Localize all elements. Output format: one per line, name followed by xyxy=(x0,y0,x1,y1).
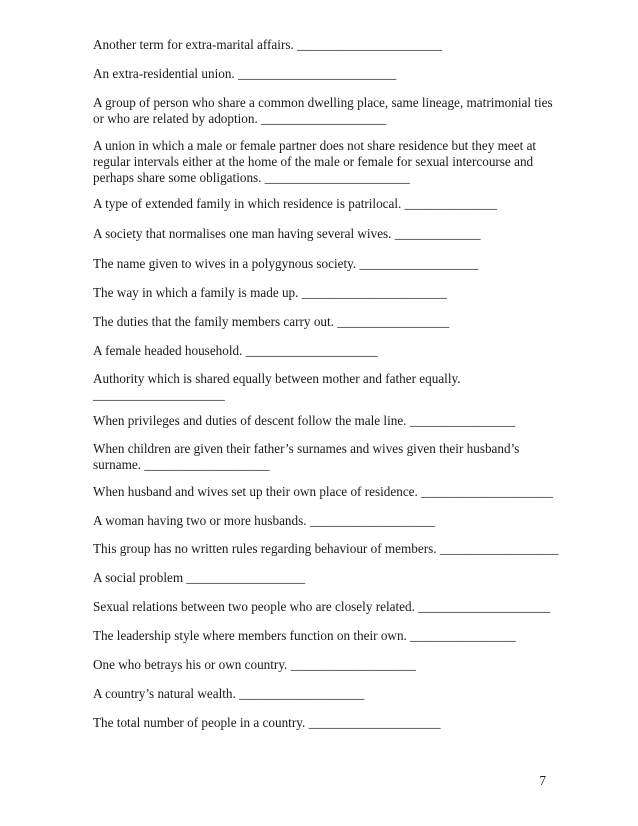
question-13: When children are given their father’s surnames and wives given their husband’s surname. ___________________ xyxy=(93,441,520,472)
question-8: The way in which a family is made up. ______________________ xyxy=(93,285,447,300)
question-2: An extra-residential union. ________________________ xyxy=(93,66,397,81)
question-16: This group has no written rules regarding behaviour of members. __________________ xyxy=(93,541,559,556)
question-12: When privileges and duties of descent follow the male line. ________________ xyxy=(93,413,516,428)
question-7: The name given to wives in a polygynous society. __________________ xyxy=(93,256,479,271)
question-6: A society that normalises one man having several wives. _____________ xyxy=(93,226,481,241)
question-22: The total number of people in a country. ____________________ xyxy=(93,715,441,730)
question-21: A country’s natural wealth. ___________________ xyxy=(93,686,365,701)
question-18: Sexual relations between two people who are closely related. ____________________ xyxy=(93,599,551,614)
question-20: One who betrays his or own country. ___________________ xyxy=(93,657,416,672)
question-15: A woman having two or more husbands. ___________________ xyxy=(93,513,436,528)
question-5: A type of extended family in which residence is patrilocal. ______________ xyxy=(93,196,497,211)
question-17: A social problem __________________ xyxy=(93,570,306,585)
question-3: A group of person who share a common dwelling place, same lineage, matrimonial ties or who are related by adoption. ___________________ xyxy=(93,95,553,126)
question-4: A union in which a male or female partner does not share residence but they meet at regular intervals either at the home of the male or female for sexual intercourse and perhaps share some obligations. ______________________ xyxy=(93,138,537,185)
question-10: A female headed household. ____________________ xyxy=(93,343,378,358)
question-14: When husband and wives set up their own place of residence. ____________________ xyxy=(93,484,553,499)
question-9: The duties that the family members carry out. _________________ xyxy=(93,314,450,329)
question-19: The leadership style where members function on their own. ________________ xyxy=(93,628,516,643)
question-1: Another term for extra-marital affairs. ______________________ xyxy=(93,37,443,52)
page-number: 7 xyxy=(539,773,546,788)
question-11: Authority which is shared equally between mother and father equally. ____________________ xyxy=(93,371,461,402)
